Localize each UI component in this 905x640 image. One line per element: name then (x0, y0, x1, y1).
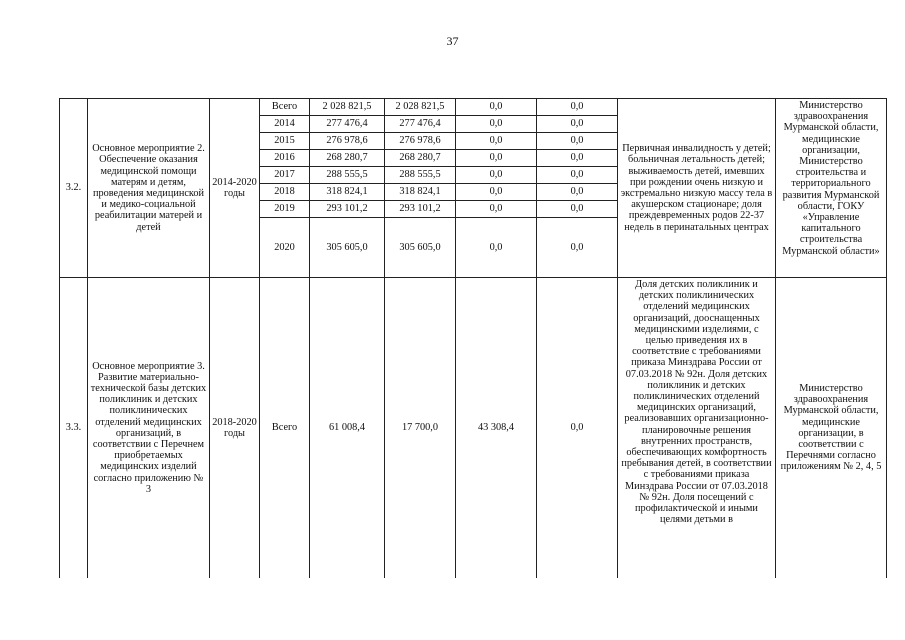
financing-federal: 0,0 (456, 99, 537, 116)
financing-federal: 0,0 (456, 201, 537, 218)
implementation-period: 2018-2020 годы (210, 278, 260, 578)
financing-regional: 318 824,1 (385, 184, 456, 201)
financing-regional: 288 555,5 (385, 167, 456, 184)
financing-other: 0,0 (537, 116, 618, 133)
implementation-period: 2014-2020 годы (210, 99, 260, 278)
page-number: 37 (446, 34, 459, 48)
measure-name: Основное мероприятие 2. Обеспечение оказания медицинской помощи матерям и детям, проведения медицинской и медико-социальной реабилитации матерей и детей (88, 99, 210, 278)
financing-total: 277 476,4 (310, 116, 385, 133)
financing-year: Всего (260, 278, 310, 578)
financing-regional: 293 101,2 (385, 201, 456, 218)
financing-federal: 0,0 (456, 116, 537, 133)
target-indicators: Доля детских поликлиник и детских поликлинических отделений медицинских организаций, дооснащенных медицинскими изделиями, с целью приведения их в соответствие с требованиями приказа Минздрава России от 07.03.2018 № 92н. Доля детских поликлиник и детских поликлинических отделений медицинских организаций, реализовавших организационно-планировочные решения внутренних пространств, обеспечивающих комфортность пребывания детей, в соответствии с требованиями приказа Минздрава России от 07.03.2018 № 92н. Доля посещений с профилактической и иными целями детьми в (618, 278, 776, 578)
financing-year: 2014 (260, 116, 310, 133)
financing-federal: 0,0 (456, 133, 537, 150)
table-row (60, 99, 887, 116)
financing-other: 0,0 (537, 167, 618, 184)
financing-other: 0,0 (537, 133, 618, 150)
financing-federal: 0,0 (456, 218, 537, 278)
financing-year: 2015 (260, 133, 310, 150)
responsible-executor: Министерство здравоохранения Мурманской области, медицинские организации, в соответствии с Перечнями согласно приложениям № 2, 4, 5 (776, 278, 887, 578)
target-indicators: Первичная инвалидность у детей; больничная летальность детей; выживаемость детей, имевших при рождении очень низкую и экстремально низкую массу тела в акушерском стационаре; доля преждевременных родов 22-37 недель в перинатальных центрах (618, 99, 776, 278)
financing-total: 276 978,6 (310, 133, 385, 150)
financing-total: 305 605,0 (310, 218, 385, 278)
financing-total: 288 555,5 (310, 167, 385, 184)
financing-regional: 305 605,0 (385, 218, 456, 278)
financing-total: 61 008,4 (310, 278, 385, 578)
financing-year: 2017 (260, 167, 310, 184)
financing-regional: 276 978,6 (385, 133, 456, 150)
row-number: 3.3. (60, 278, 88, 578)
financing-total: 2 028 821,5 (310, 99, 385, 116)
program-table (59, 98, 887, 578)
financing-federal: 0,0 (456, 167, 537, 184)
financing-other: 0,0 (537, 99, 618, 116)
financing-year: 2020 (260, 218, 310, 278)
financing-regional: 268 280,7 (385, 150, 456, 167)
financing-federal: 0,0 (456, 150, 537, 167)
financing-total: 293 101,2 (310, 201, 385, 218)
financing-other: 0,0 (537, 184, 618, 201)
financing-regional: 277 476,4 (385, 116, 456, 133)
financing-other: 0,0 (537, 218, 618, 278)
financing-year: Всего (260, 99, 310, 116)
financing-other: 0,0 (537, 150, 618, 167)
financing-other: 0,0 (537, 278, 618, 578)
financing-regional: 17 700,0 (385, 278, 456, 578)
responsible-executor: Министерство здравоохранения Мурманской области, медицинские организации, Министерство строительства и территориального развития Мурманской области, ГОКУ «Управление капитального строительства Мурманской области» (776, 99, 887, 278)
financing-year: 2019 (260, 201, 310, 218)
financing-total: 318 824,1 (310, 184, 385, 201)
financing-federal: 0,0 (456, 184, 537, 201)
measure-name: Основное мероприятие 3. Развитие материально-технической базы детских поликлиник и детских поликлинических отделений медицинских организаций, в соответствии с Перечнем приобретаемых медицинских изделий согласно приложению № 3 (88, 278, 210, 578)
financing-regional: 2 028 821,5 (385, 99, 456, 116)
table-row (60, 278, 887, 578)
row-number: 3.2. (60, 99, 88, 278)
financing-total: 268 280,7 (310, 150, 385, 167)
financing-year: 2018 (260, 184, 310, 201)
financing-other: 0,0 (537, 201, 618, 218)
financing-year: 2016 (260, 150, 310, 167)
financing-federal: 43 308,4 (456, 278, 537, 578)
